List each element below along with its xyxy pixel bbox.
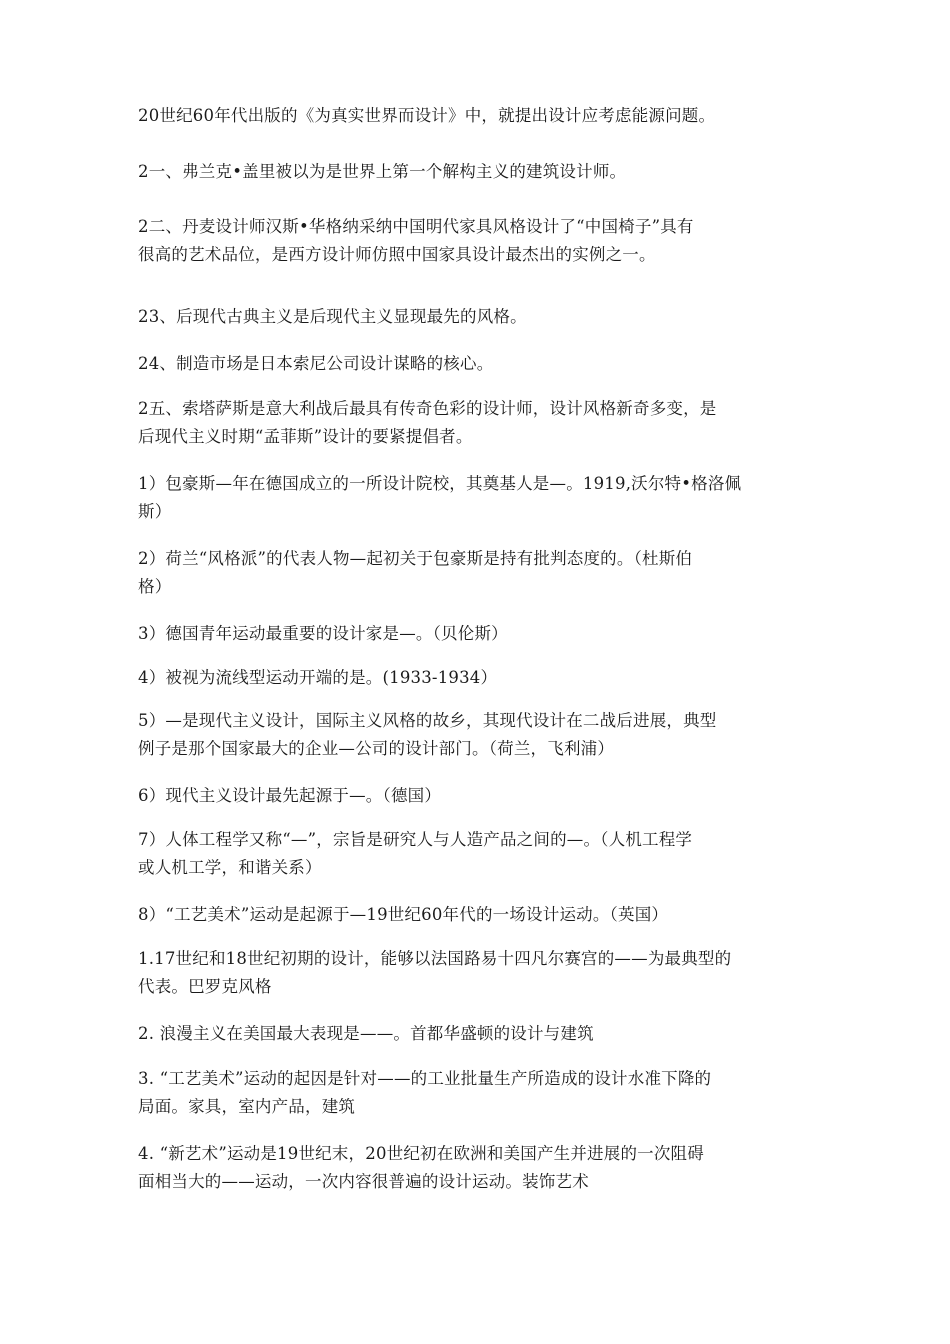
text-line: 局面。家具，室内产品，建筑 — [138, 1097, 356, 1116]
text-line: 6）现代主义设计最先起源于—。（德国） — [138, 786, 442, 805]
question-3 — [138, 620, 828, 648]
question-8 — [138, 901, 828, 929]
text-line: 面相当大的——运动，一次内容很普遍的设计运动。装饰艺术 — [138, 1172, 589, 1191]
text-line: 格） — [138, 577, 172, 596]
text-line: 例子是那个国家最大的企业—公司的设计部门。（荷兰，飞利浦） — [138, 739, 615, 758]
text-line: 很高的艺术品位，是西方设计师仿照中国家具设计最杰出的实例之一。 — [138, 245, 656, 264]
paragraph-sottsass — [138, 395, 828, 451]
question-2 — [138, 545, 828, 601]
question-4 — [138, 664, 828, 692]
text-line: 1.17世纪和18世纪初期的设计，能够以法国路易十四凡尔赛宫的——为最典型的 — [138, 949, 732, 968]
text-line: 5）—是现代主义设计，国际主义风格的故乡，其现代设计在二战后进展，典型 — [138, 711, 717, 730]
text-line: 20世纪60年代出版的《为真实世界而设计》中，就提出设计应考虑能源问题。 — [138, 106, 716, 125]
text-line: 代表。巴罗克风格 — [138, 977, 272, 996]
item-art-nouveau — [138, 1140, 828, 1196]
text-line: 4. “新艺术”运动是19世纪末，20世纪初在欧洲和美国产生并进展的一次阻碍 — [138, 1144, 704, 1163]
text-line: 7）人体工程学又称“—”，宗旨是研究人与人造产品之间的—。（人机工程学 — [138, 830, 693, 849]
item-arts-and-crafts — [138, 1065, 828, 1121]
paragraph-wegner — [138, 213, 828, 269]
paragraph-energy-design — [138, 102, 828, 130]
question-7 — [138, 826, 828, 882]
text-line: 24、制造市场是日本索尼公司设计谋略的核心。 — [138, 354, 494, 373]
question-6 — [138, 782, 828, 810]
text-line: 2）荷兰“风格派”的代表人物—起初关于包豪斯是持有批判态度的。（杜斯伯 — [138, 549, 693, 568]
text-line: 1）包豪斯—年在德国成立的一所设计院校，其奠基人是—。1919,沃尔特•格洛佩 — [138, 474, 742, 493]
question-1 — [138, 470, 828, 526]
text-line: 2五、索塔萨斯是意大利战后最具有传奇色彩的设计师，设计风格新奇多变，是 — [138, 399, 717, 418]
text-line: 2二、丹麦设计师汉斯•华格纳采纳中国明代家具风格设计了“中国椅子”具有 — [138, 217, 694, 236]
text-line: 3. “工艺美术”运动的起因是针对——的工业批量生产所造成的设计水准下降的 — [138, 1069, 712, 1088]
text-line: 4）被视为流线型运动开端的是。(1933-1934） — [138, 668, 498, 687]
paragraph-postmodern-classicism — [138, 303, 828, 331]
question-5 — [138, 707, 828, 763]
text-line: 或人机工学，和谐关系） — [138, 858, 322, 877]
text-line: 2一、弗兰克•盖里被以为是世界上第一个解构主义的建筑设计师。 — [138, 162, 627, 181]
text-line: 23、后现代古典主义是后现代主义显现最先的风格。 — [138, 307, 527, 326]
text-line: 8）“工艺美术”运动是起源于—19世纪60年代的一场设计运动。（英国） — [138, 905, 669, 924]
item-baroque — [138, 945, 828, 1001]
text-line: 3）德国青年运动最重要的设计家是—。（贝伦斯） — [138, 624, 508, 643]
paragraph-gehry — [138, 158, 828, 186]
item-romanticism — [138, 1020, 828, 1048]
text-line: 2. 浪漫主义在美国最大表现是——。首都华盛顿的设计与建筑 — [138, 1024, 594, 1043]
text-line: 斯） — [138, 502, 172, 521]
text-line: 后现代主义时期“孟菲斯”设计的要紧提倡者。 — [138, 427, 473, 446]
paragraph-sony — [138, 350, 828, 378]
